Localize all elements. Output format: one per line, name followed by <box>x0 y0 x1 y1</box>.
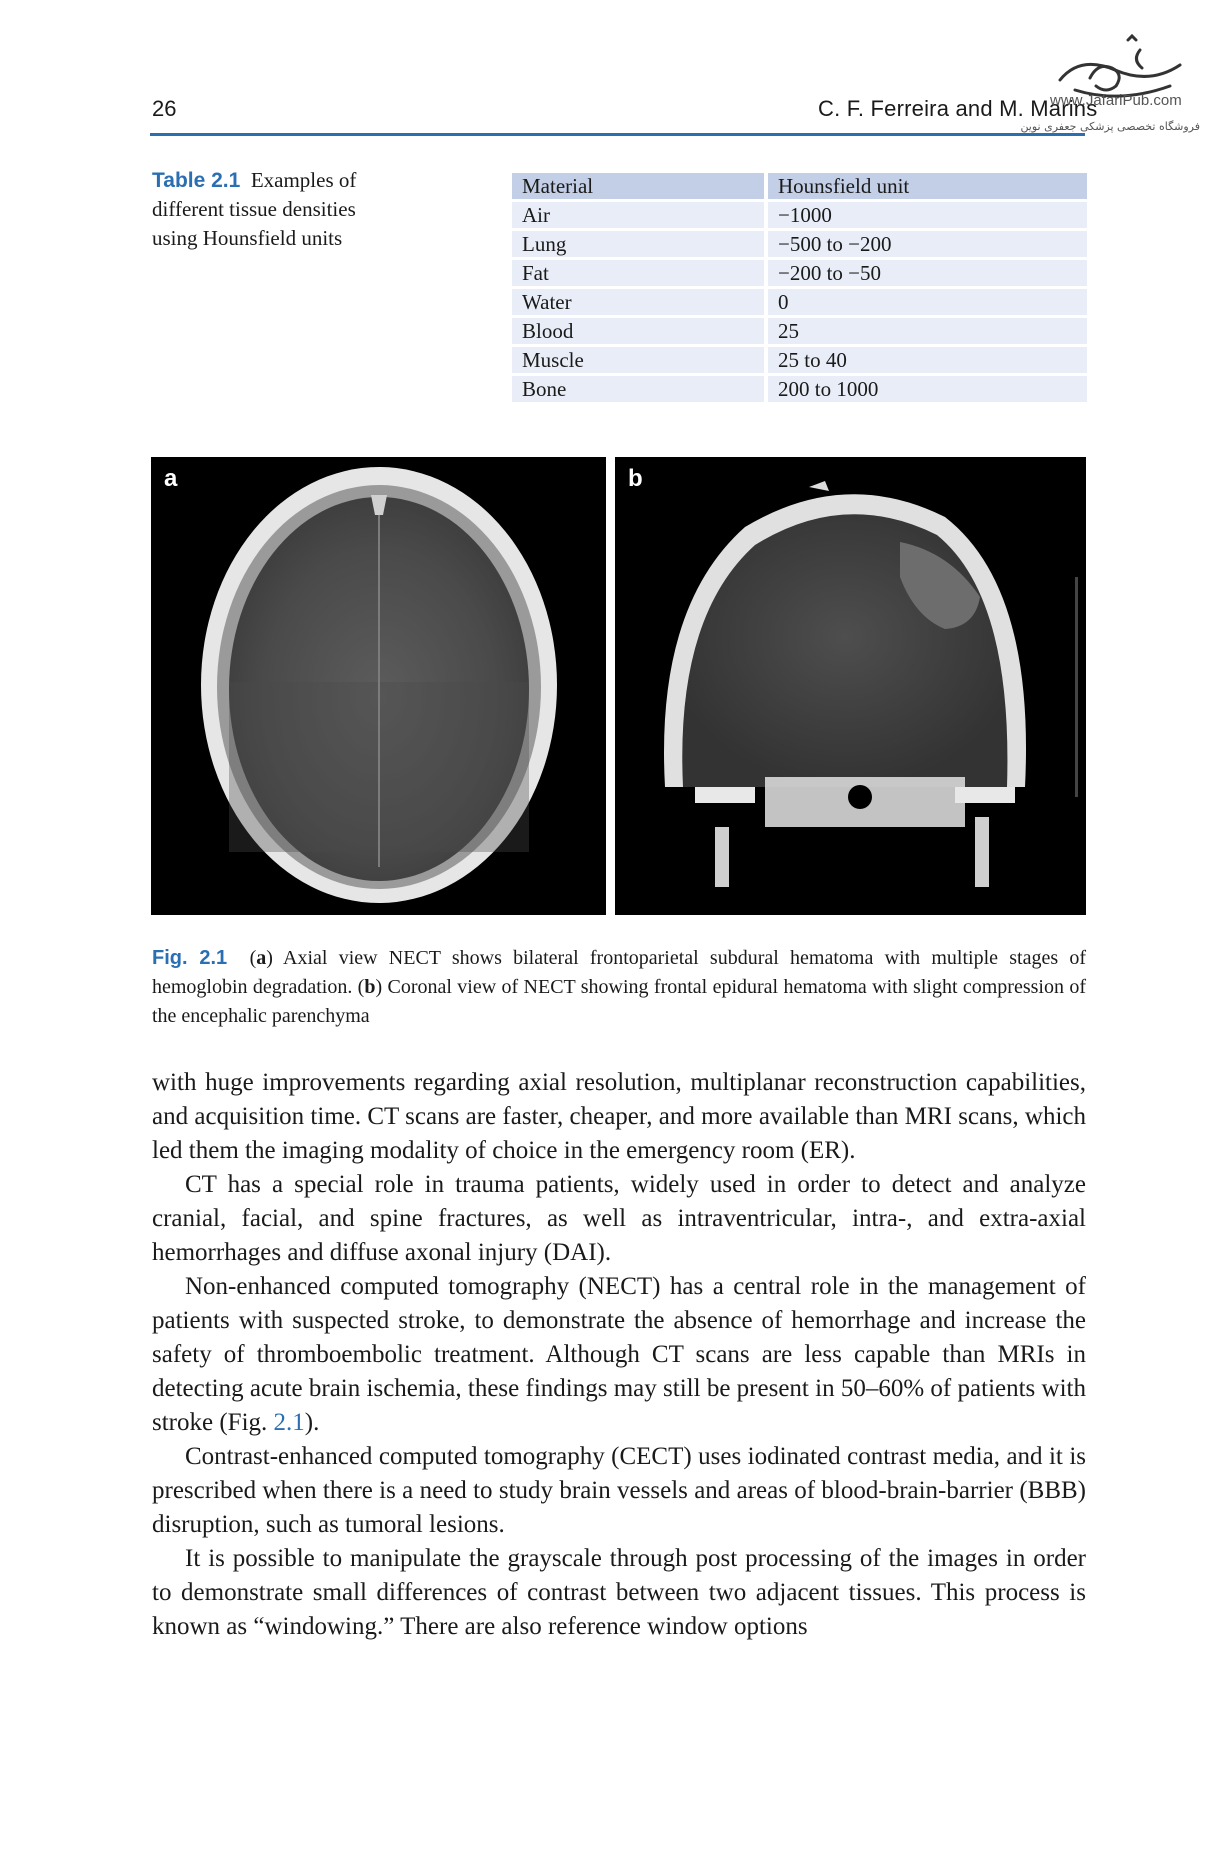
table-cell: Water <box>512 289 764 315</box>
paragraph-text-end: ). <box>304 1409 320 1436</box>
table-caption <box>152 166 402 253</box>
watermark-subtitle: فروشگاه تخصصی پزشکی جعفری نوین <box>1020 120 1200 133</box>
table-cell: Bone <box>512 376 764 402</box>
table-cell: −500 to −200 <box>764 231 1087 257</box>
paragraph: CT has a special role in trauma patients, widely used in order to detect and analyze cranial, facial, and spine fractures, as well as intraventricular, intra-, and extra-axial hemorrhages and diffuse axonal injury (DAI). <box>152 1171 1086 1266</box>
table-row <box>512 347 1087 373</box>
table-row <box>512 231 1087 257</box>
paragraph <box>152 1270 1086 1440</box>
column-header: Hounsfield unit <box>764 173 1087 199</box>
running-head: C. F. Ferreira and M. Marins <box>818 96 1098 121</box>
figure-label: Fig. 2.1 <box>152 947 228 969</box>
table-cell: 25 <box>764 318 1087 344</box>
table-row <box>512 260 1087 286</box>
table-header-row <box>512 173 1087 199</box>
watermark-url: www.JafariPub.com <box>1050 92 1182 109</box>
table-cell: Blood <box>512 318 764 344</box>
table-row <box>512 289 1087 315</box>
table-cell: 0 <box>764 289 1087 315</box>
paragraph-text: Non-enhanced computed tomography (NECT) has a central role in the management of patients with suspected stroke, to demonstrate the absence of hemorrhage and increase the safety of thromboembolic treatment. Although CT scans are less capable than MRIs in detecting acute brain ischemia, these findings may still be present in 50–60% of patients with stroke (Fig. <box>152 1273 1086 1436</box>
caption-panel-a: a <box>256 947 267 969</box>
table-cell: Fat <box>512 260 764 286</box>
table-cell: Muscle <box>512 347 764 373</box>
body-text <box>152 1066 1086 1644</box>
paragraph: It is possible to manipulate the grayscale through post processing of the images in order to demonstrate small differences of contrast between two adjacent tissues. This process is known as “windowing.” There are also reference window options <box>152 1545 1086 1640</box>
figure-reference-link[interactable]: 2.1 <box>273 1409 305 1436</box>
panel-letter-a: a <box>164 465 178 492</box>
table-row <box>512 376 1087 402</box>
table-row <box>512 202 1087 228</box>
table-caption-text: Examples of different tissue densities using Hounsfield units <box>152 168 357 250</box>
ct-axial-graphic <box>151 457 606 915</box>
table-cell: 25 to 40 <box>764 347 1087 373</box>
table-cell: 200 to 1000 <box>764 376 1087 402</box>
caption-open-paren: ( <box>249 947 257 969</box>
caption-text-b: ) Coronal view of NECT showing frontal epidural hematoma with slight compression of the encephalic parenchyma <box>152 976 1086 1027</box>
table-label: Table 2.1 <box>152 169 241 192</box>
column-header: Material <box>512 173 764 199</box>
ct-coronal-graphic <box>615 457 1086 915</box>
page-number: 26 <box>152 96 177 121</box>
table-cell: Lung <box>512 231 764 257</box>
ct-axial-image <box>151 457 606 915</box>
hounsfield-table <box>512 170 1087 405</box>
table-cell: Air <box>512 202 764 228</box>
table-cell: −1000 <box>764 202 1087 228</box>
table-cell: −200 to −50 <box>764 260 1087 286</box>
table-row <box>512 318 1087 344</box>
caption-text-a: ) Axial view NECT shows bilateral frontoparietal subdural hematoma with multiple stages of hemoglobin degradation. ( <box>152 947 1086 998</box>
panel-letter-b: b <box>628 465 643 492</box>
caption-panel-b: b <box>364 976 376 998</box>
paragraph: with huge improvements regarding axial resolution, multiplanar reconstruction capabilities, and acquisition time. CT scans are faster, cheaper, and more available than MRI scans, which led them the imaging modality of choice in the emergency room (ER). <box>152 1069 1086 1164</box>
ct-coronal-image <box>615 457 1086 915</box>
header-rule <box>150 133 1085 136</box>
paragraph: Contrast-enhanced computed tomography (CECT) uses iodinated contrast media, and it is prescribed when there is a need to study brain vessels and areas of blood-brain-barrier (BBB) disruption, such as tumoral lesions. <box>152 1443 1086 1538</box>
figure-caption <box>152 944 1086 1031</box>
